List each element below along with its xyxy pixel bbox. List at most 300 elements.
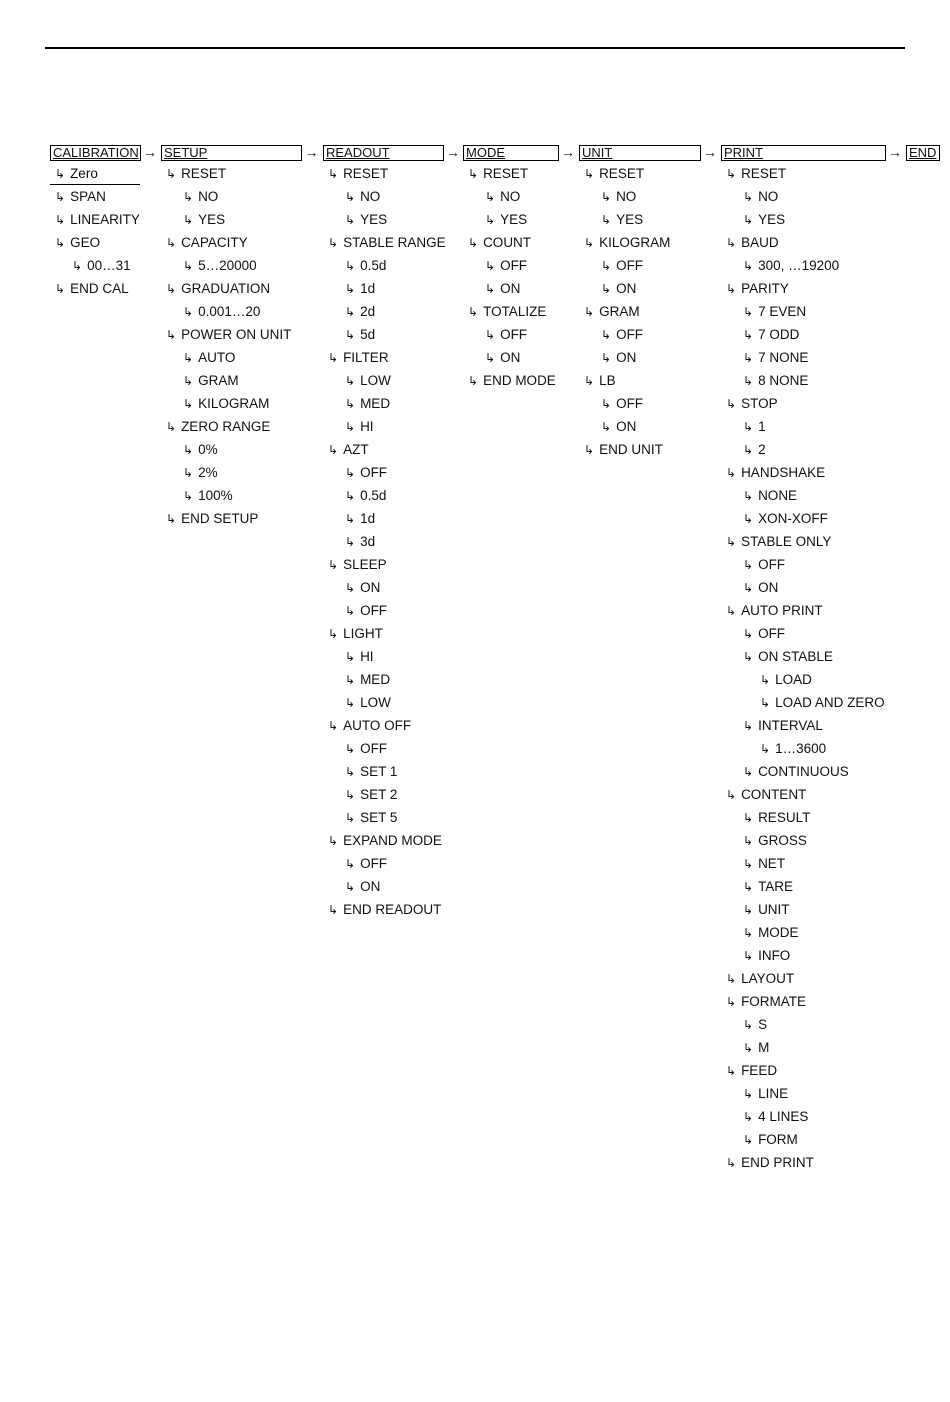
menu-header-end[interactable] (906, 145, 940, 161)
branch-hook-icon: ↳ (345, 604, 356, 618)
menu-item[interactable] (345, 672, 390, 688)
branch-hook-icon: ↳ (743, 650, 754, 664)
menu-item-label: BAUD (741, 235, 779, 250)
branch-hook-icon: ↳ (55, 213, 66, 227)
branch-hook-icon: ↳ (328, 834, 339, 848)
menu-item[interactable] (485, 258, 527, 274)
menu-item-label: 1d (360, 281, 376, 296)
menu-item-label: 0.001…20 (198, 304, 261, 319)
menu-item[interactable] (345, 695, 391, 711)
branch-hook-icon: ↳ (743, 443, 754, 457)
menu-item[interactable] (328, 718, 411, 734)
branch-hook-icon: ↳ (328, 558, 339, 572)
menu-item-label: FEED (741, 1063, 778, 1078)
menu-item-label: 2d (360, 304, 376, 319)
menu-item[interactable] (743, 764, 849, 780)
menu-item[interactable] (726, 1155, 814, 1171)
branch-hook-icon: ↳ (584, 443, 595, 457)
menu-item-label: ON (758, 580, 779, 595)
menu-item[interactable] (55, 166, 98, 182)
branch-hook-icon: ↳ (743, 328, 754, 342)
menu-item-label: RESET (181, 166, 227, 181)
menu-item[interactable] (726, 1063, 777, 1079)
menu-item[interactable] (743, 649, 833, 665)
menu-header-calibration[interactable] (50, 145, 141, 161)
menu-item-label: CONTINUOUS (758, 764, 849, 779)
menu-item-label: GRADUATION (181, 281, 271, 296)
branch-hook-icon: ↳ (743, 213, 754, 227)
menu-item[interactable] (601, 396, 643, 412)
menu-item[interactable] (345, 373, 391, 389)
branch-hook-icon: ↳ (743, 190, 754, 204)
menu-item-label: RESET (741, 166, 787, 181)
menu-item-label: YES (616, 212, 644, 227)
menu-item-label: NO (500, 189, 521, 204)
menu-item-label: SLEEP (343, 557, 387, 572)
branch-hook-icon: ↳ (183, 466, 194, 480)
menu-item-label: XON-XOFF (758, 511, 828, 526)
branch-hook-icon: ↳ (183, 443, 194, 457)
branch-hook-icon: ↳ (601, 328, 612, 342)
branch-hook-icon: ↳ (485, 282, 496, 296)
menu-item[interactable] (726, 787, 806, 803)
menu-item[interactable] (72, 258, 131, 274)
branch-hook-icon: ↳ (743, 1018, 754, 1032)
branch-hook-icon: ↳ (183, 305, 194, 319)
menu-header-label: MODE (466, 145, 505, 160)
menu-item[interactable] (726, 235, 779, 251)
branch-hook-icon: ↳ (743, 949, 754, 963)
branch-hook-icon: ↳ (345, 696, 356, 710)
menu-item-label: HI (360, 649, 374, 664)
menu-header-unit[interactable] (579, 145, 701, 161)
menu-item[interactable] (166, 327, 291, 343)
menu-item[interactable] (345, 488, 386, 504)
menu-item-label: INFO (758, 948, 791, 963)
menu-item[interactable] (166, 419, 270, 435)
menu-item[interactable] (55, 212, 140, 228)
menu-header-mode[interactable] (463, 145, 559, 161)
menu-item-label: Zero (70, 166, 98, 181)
menu-item-label: HI (360, 419, 374, 434)
menu-item-label: END CAL (70, 281, 129, 296)
menu-item-label: OFF (360, 603, 388, 618)
menu-item[interactable] (743, 304, 806, 320)
menu-item[interactable] (726, 971, 794, 987)
branch-hook-icon: ↳ (743, 926, 754, 940)
flow-arrow-icon: → (561, 144, 575, 160)
menu-item-label: HANDSHAKE (741, 465, 826, 480)
menu-item-label: OFF (758, 626, 786, 641)
menu-item[interactable] (485, 327, 527, 343)
menu-item-label: LOW (360, 373, 391, 388)
branch-hook-icon: ↳ (743, 351, 754, 365)
branch-hook-icon: ↳ (743, 581, 754, 595)
flow-arrow-icon: → (143, 144, 157, 160)
menu-item[interactable] (743, 718, 823, 734)
menu-item[interactable] (183, 304, 260, 320)
branch-hook-icon: ↳ (468, 236, 479, 250)
menu-item[interactable] (743, 373, 808, 389)
menu-item[interactable] (726, 534, 831, 550)
menu-item[interactable] (584, 304, 640, 320)
menu-item[interactable] (584, 373, 616, 389)
menu-item[interactable] (183, 212, 225, 228)
menu-item[interactable] (726, 396, 778, 412)
menu-item-label: 8 NONE (758, 373, 809, 388)
menu-item[interactable] (328, 166, 388, 182)
menu-item[interactable] (328, 235, 446, 251)
menu-item[interactable] (55, 189, 106, 205)
menu-item-label: ON (360, 879, 381, 894)
branch-hook-icon: ↳ (328, 167, 339, 181)
menu-item[interactable] (726, 281, 789, 297)
menu-item[interactable] (743, 1040, 769, 1056)
menu-item[interactable] (345, 649, 374, 665)
menu-item[interactable] (166, 235, 248, 251)
branch-hook-icon: ↳ (743, 1110, 754, 1124)
menu-item[interactable] (485, 189, 520, 205)
menu-item[interactable] (345, 212, 387, 228)
flow-arrow-icon: → (446, 144, 460, 160)
menu-item-label: RESULT (758, 810, 811, 825)
menu-item[interactable] (468, 166, 528, 182)
branch-hook-icon: ↳ (72, 259, 83, 273)
menu-item[interactable] (726, 465, 825, 481)
menu-item[interactable] (183, 465, 218, 481)
branch-hook-icon: ↳ (345, 742, 356, 756)
menu-item[interactable] (743, 948, 790, 964)
menu-item[interactable] (584, 442, 663, 458)
menu-item-label: ZERO RANGE (181, 419, 271, 434)
branch-hook-icon: ↳ (760, 673, 771, 687)
menu-item-label: EXPAND MODE (343, 833, 442, 848)
menu-item[interactable] (485, 350, 520, 366)
menu-item[interactable] (345, 787, 397, 803)
branch-hook-icon: ↳ (328, 236, 339, 250)
branch-hook-icon: ↳ (726, 167, 737, 181)
menu-item-label: SET 2 (360, 787, 398, 802)
menu-item-label: RESET (599, 166, 645, 181)
menu-item[interactable] (743, 442, 766, 458)
menu-item[interactable] (345, 281, 375, 297)
menu-item-label: NO (758, 189, 779, 204)
menu-item-label: 5…20000 (198, 258, 257, 273)
menu-item-label: MED (360, 396, 391, 411)
branch-hook-icon: ↳ (601, 420, 612, 434)
branch-hook-icon: ↳ (183, 374, 194, 388)
branch-hook-icon: ↳ (601, 351, 612, 365)
menu-header-label: PRINT (724, 145, 763, 160)
menu-item[interactable] (166, 166, 226, 182)
menu-item[interactable] (743, 212, 785, 228)
menu-item-label: TARE (758, 879, 794, 894)
menu-item[interactable] (726, 166, 786, 182)
menu-item[interactable] (743, 327, 799, 343)
menu-item[interactable] (743, 1132, 798, 1148)
branch-hook-icon: ↳ (726, 282, 737, 296)
menu-item-label: OFF (360, 465, 388, 480)
branch-hook-icon: ↳ (345, 466, 356, 480)
menu-item-label: LINE (758, 1086, 789, 1101)
menu-item-label: STABLE RANGE (343, 235, 446, 250)
branch-hook-icon: ↳ (743, 627, 754, 641)
branch-hook-icon: ↳ (345, 305, 356, 319)
menu-item-label: FORM (758, 1132, 798, 1147)
menu-item[interactable] (485, 212, 527, 228)
menu-header-print[interactable] (721, 145, 886, 161)
branch-hook-icon: ↳ (485, 190, 496, 204)
branch-hook-icon: ↳ (743, 834, 754, 848)
menu-item[interactable] (345, 304, 375, 320)
branch-hook-icon: ↳ (345, 581, 356, 595)
branch-hook-icon: ↳ (345, 489, 356, 503)
menu-item[interactable] (601, 419, 636, 435)
menu-item[interactable] (328, 557, 387, 573)
branch-hook-icon: ↳ (485, 213, 496, 227)
menu-item[interactable] (345, 580, 380, 596)
menu-item[interactable] (743, 925, 799, 941)
menu-item-label: STABLE ONLY (741, 534, 832, 549)
menu-item[interactable] (345, 534, 375, 550)
branch-hook-icon: ↳ (743, 765, 754, 779)
menu-item[interactable] (601, 212, 643, 228)
menu-item-label: AUTO PRINT (741, 603, 823, 618)
menu-item-label: 0.5d (360, 258, 387, 273)
menu-item[interactable] (328, 442, 369, 458)
menu-item[interactable] (328, 902, 441, 918)
menu-item[interactable] (345, 327, 375, 343)
menu-item[interactable] (601, 350, 636, 366)
branch-hook-icon: ↳ (345, 535, 356, 549)
menu-item-label: OFF (616, 396, 644, 411)
menu-item[interactable] (345, 189, 380, 205)
branch-hook-icon: ↳ (328, 443, 339, 457)
branch-hook-icon: ↳ (183, 213, 194, 227)
menu-item-label: OFF (758, 557, 786, 572)
menu-item[interactable] (743, 856, 785, 872)
menu-item-label: PARITY (741, 281, 789, 296)
branch-hook-icon: ↳ (743, 1133, 754, 1147)
branch-hook-icon: ↳ (743, 420, 754, 434)
branch-hook-icon: ↳ (601, 397, 612, 411)
menu-item[interactable] (743, 488, 797, 504)
menu-item-label: NONE (758, 488, 798, 503)
menu-item[interactable] (760, 741, 826, 757)
menu-header-label: READOUT (326, 145, 390, 160)
branch-hook-icon: ↳ (485, 328, 496, 342)
branch-hook-icon: ↳ (166, 236, 177, 250)
branch-hook-icon: ↳ (743, 903, 754, 917)
menu-item-label: 00…31 (87, 258, 131, 273)
branch-hook-icon: ↳ (183, 190, 194, 204)
menu-header-label: END (909, 145, 937, 160)
menu-item[interactable] (601, 189, 636, 205)
menu-item-label: SET 1 (360, 764, 398, 779)
menu-item-label: YES (198, 212, 226, 227)
menu-item[interactable] (328, 626, 383, 642)
branch-hook-icon: ↳ (726, 1156, 737, 1170)
menu-item[interactable] (743, 580, 778, 596)
branch-hook-icon: ↳ (345, 765, 356, 779)
menu-item[interactable] (183, 258, 257, 274)
menu-item[interactable] (345, 856, 387, 872)
menu-item[interactable] (743, 419, 766, 435)
branch-hook-icon: ↳ (345, 673, 356, 687)
menu-item[interactable] (743, 1086, 788, 1102)
menu-item[interactable] (345, 741, 387, 757)
menu-item[interactable] (743, 626, 785, 642)
menu-item-label: ON (616, 350, 637, 365)
menu-item[interactable] (743, 879, 793, 895)
menu-item-label: OFF (616, 258, 644, 273)
menu-item[interactable] (183, 396, 269, 412)
menu-item-label: 0% (198, 442, 218, 457)
menu-item-label: 2 (758, 442, 766, 457)
branch-hook-icon: ↳ (584, 236, 595, 250)
flow-arrow-icon: → (888, 144, 902, 160)
menu-item[interactable] (345, 511, 375, 527)
menu-header-readout[interactable] (323, 145, 444, 161)
branch-hook-icon: ↳ (345, 512, 356, 526)
branch-hook-icon: ↳ (601, 282, 612, 296)
menu-item-label: LOW (360, 695, 391, 710)
menu-item-label: RESET (483, 166, 529, 181)
branch-hook-icon: ↳ (468, 305, 479, 319)
branch-hook-icon: ↳ (743, 374, 754, 388)
branch-hook-icon: ↳ (345, 788, 356, 802)
branch-hook-icon: ↳ (183, 397, 194, 411)
menu-item[interactable] (468, 304, 546, 320)
menu-item-label: 100% (198, 488, 233, 503)
menu-item-label: LOAD (775, 672, 812, 687)
branch-hook-icon: ↳ (601, 213, 612, 227)
menu-item[interactable] (743, 902, 790, 918)
menu-item[interactable] (183, 189, 218, 205)
menu-item[interactable] (183, 488, 233, 504)
branch-hook-icon: ↳ (328, 903, 339, 917)
menu-item[interactable] (726, 603, 823, 619)
menu-item-label: NET (758, 856, 786, 871)
menu-item-label: SPAN (70, 189, 106, 204)
menu-item[interactable] (743, 258, 839, 274)
menu-item[interactable] (726, 994, 806, 1010)
branch-hook-icon: ↳ (183, 259, 194, 273)
menu-item-label: YES (360, 212, 388, 227)
branch-hook-icon: ↳ (328, 351, 339, 365)
menu-item[interactable] (743, 1017, 767, 1033)
menu-item[interactable] (743, 189, 778, 205)
menu-item[interactable] (345, 764, 397, 780)
branch-hook-icon: ↳ (760, 696, 771, 710)
menu-item[interactable] (328, 833, 442, 849)
branch-hook-icon: ↳ (166, 420, 177, 434)
menu-item[interactable] (584, 166, 644, 182)
menu-item[interactable] (183, 350, 235, 366)
branch-hook-icon: ↳ (166, 328, 177, 342)
branch-hook-icon: ↳ (468, 167, 479, 181)
branch-hook-icon: ↳ (726, 466, 737, 480)
menu-item[interactable] (345, 396, 390, 412)
menu-item-label: STOP (741, 396, 778, 411)
menu-item-label: LB (599, 373, 616, 388)
menu-item[interactable] (760, 672, 812, 688)
menu-item[interactable] (345, 879, 380, 895)
menu-item[interactable] (601, 258, 643, 274)
branch-hook-icon: ↳ (760, 742, 771, 756)
menu-item[interactable] (345, 465, 387, 481)
menu-item[interactable] (601, 327, 643, 343)
menu-item[interactable] (743, 557, 785, 573)
menu-item[interactable] (328, 350, 389, 366)
menu-item-label: SET 5 (360, 810, 398, 825)
menu-item-label: OFF (500, 327, 528, 342)
menu-item-label: LIGHT (343, 626, 383, 641)
menu-item-label: ON (616, 281, 637, 296)
menu-item-label: AUTO OFF (343, 718, 412, 733)
branch-hook-icon: ↳ (726, 604, 737, 618)
menu-item[interactable] (743, 833, 807, 849)
branch-hook-icon: ↳ (345, 650, 356, 664)
branch-hook-icon: ↳ (743, 857, 754, 871)
branch-hook-icon: ↳ (726, 972, 737, 986)
menu-item[interactable] (743, 1109, 808, 1125)
menu-item[interactable] (55, 281, 129, 297)
branch-hook-icon: ↳ (726, 236, 737, 250)
menu-header-label: UNIT (582, 145, 613, 160)
menu-item[interactable] (760, 695, 885, 711)
menu-item-label: AZT (343, 442, 369, 457)
menu-item-label: ON (360, 580, 381, 595)
menu-header-setup[interactable] (161, 145, 302, 161)
branch-hook-icon: ↳ (743, 259, 754, 273)
menu-item[interactable] (345, 258, 386, 274)
menu-item[interactable] (345, 810, 397, 826)
branch-hook-icon: ↳ (601, 190, 612, 204)
menu-item[interactable] (468, 235, 531, 251)
menu-item[interactable] (166, 281, 270, 297)
menu-item[interactable] (743, 350, 808, 366)
menu-item[interactable] (345, 419, 374, 435)
menu-item-label: GRAM (599, 304, 640, 319)
branch-hook-icon: ↳ (726, 535, 737, 549)
menu-item-label: GROSS (758, 833, 807, 848)
branch-hook-icon: ↳ (743, 489, 754, 503)
menu-item[interactable] (345, 603, 387, 619)
menu-item-label: FILTER (343, 350, 389, 365)
menu-item[interactable] (743, 810, 810, 826)
menu-item[interactable] (468, 373, 556, 389)
menu-item[interactable] (743, 511, 828, 527)
menu-item[interactable] (166, 511, 258, 527)
menu-item-label: POWER ON UNIT (181, 327, 292, 342)
menu-item-label: KILOGRAM (198, 396, 270, 411)
branch-hook-icon: ↳ (166, 282, 177, 296)
menu-item-label: MED (360, 672, 391, 687)
menu-item-label: GEO (70, 235, 101, 250)
menu-item[interactable] (485, 281, 520, 297)
menu-item-label: UNIT (758, 902, 790, 917)
menu-item[interactable] (183, 442, 218, 458)
menu-item[interactable] (183, 373, 239, 389)
branch-hook-icon: ↳ (743, 558, 754, 572)
menu-item-label: 1d (360, 511, 376, 526)
menu-item[interactable] (55, 235, 100, 251)
menu-item-label: LAYOUT (741, 971, 795, 986)
branch-hook-icon: ↳ (601, 259, 612, 273)
menu-item[interactable] (601, 281, 636, 297)
menu-item[interactable] (584, 235, 670, 251)
